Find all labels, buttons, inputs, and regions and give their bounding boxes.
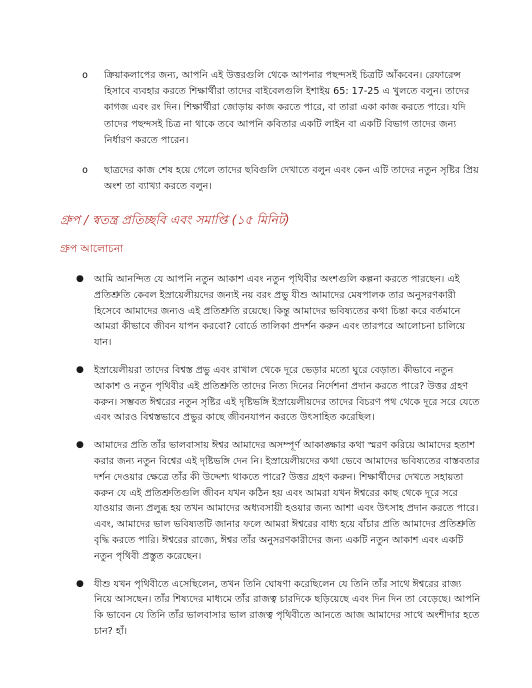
- group-discussion-heading: গ্রুপ আলোচনা: [60, 243, 124, 255]
- section-heading: গ্রুপ / স্বতন্ত্র প্রতিচ্ছবি এবং সমাপ্তি (১৫ মিনিট): [60, 212, 290, 227]
- activity-step-text: ক্রিয়াকলাপের জন্য, আপনি এই উত্তরগুলি থেকে আপনার পছন্দসই চিত্রটি আঁকবেন। রেফারেন্স হিসাবে ব্যবহার করতে শিক্ষার্থীরা তাদের বাইবেলগুলি ইশাইয় 65: 17-25 এ খুলতে বলুন। তাদের কাগজ এবং রং দিন। শিক্ষার্থীরা জোড়ায় কাজ করতে পারে, বা তারা একা কাজ করতে পারে। যদি তাদের পছন্দসই চিত্র না থাকে তবে আপনি কবিতার একটি লাইন বা একটি বিভাগ তাদের জন্য নির্ধারণ করতে পারেন।: [104, 70, 470, 146]
- hollow-bullet-marker: o: [82, 165, 89, 177]
- discussion-point: [76, 577, 482, 640]
- discussion-point: [76, 363, 482, 426]
- bullet-icon: ●: [76, 440, 84, 451]
- discussion-point-text: আমি আনন্দিত যে আপনি নতুন আকাশ এবং নতুন পৃথিবীর অংশগুলি কল্পনা করতে পারছেন। এই প্রতিশ্রুতি কেবল ইস্রায়েলীয়দের জন্যই নয় বরং প্রভু যীশু আমাদের মেষপালক তার অনুসরণকারী হিসেবে আমাদের জন্যও এই প্রতিশ্রুতি রয়েছে। কিন্তু আমাদের ভবিষ্যতের কথা চিন্তা করে বর্তমানে আমরা কীভাবে জীবন যাপন করবো? বোর্ডে তালিকা প্রদর্শন করুন এবং তারপরে আলোচনা চালিয়ে যান।: [94, 274, 466, 349]
- discussion-point-text: আমাদের প্রতি তাঁর ভালবাসায় ঈশ্বর আমাদের অসম্পূর্ণ আকাঙ্ক্ষার কথা স্মরণ করিয়ে আমাদের হতাশ করার জন্য নতুন বিশ্বের এই দৃষ্টিভঙ্গি দেন নি। ইস্রায়েলীয়দের কথা ভেবে আমাদের ভবিষ্যতের বাস্তবতার দর্শন দেওয়ার ক্ষেত্রে তাঁর কী উদ্দেশ্য থাকতে পারে? উত্তর গ্রহণ করুন। শিক্ষার্থীদের দেখতে সহায়তা করুন যে এই প্রতিশ্রুতিগুলি জীবন যখন কঠিন হয় এবং আমরা যখন ঈশ্বরের কাছ থেকে দূরে সরে যাওয়ার জন্য প্রলুব্ধ হয় তখন আমাদের অধ্যবসায়ী হওয়ার জন্য আশা এবং উৎসাহ প্রদান করতে পারে। এবং, আমাদের ভাল ভবিষ্যতটি জানার ফলে আমরা ঈশ্বরের বাধ্য হয়ে বাঁচার প্রতি আমাদের প্রতিশ্রুতি বৃদ্ধি করতে পারি। ঈশ্বরের রাজ্যে, ঈশ্বর তাঁর অনুসরণকারীদের জন্য একটি নতুন আকাশ এবং একটি নতুন পৃথিবী প্রস্তুত করেছেন।: [94, 440, 480, 562]
- discussion-point-text: ইস্রায়েলীয়রা তাদের বিশ্বস্ত প্রভু এবং রাখাল থেকে দূরে ভেড়ার মতো ঘুরে বেড়াত। কীভাবে নতুন আকাশ ও নতুন পৃথিবীর এই প্রতিশ্রুতি তাদের নিত্য দিনের নির্দেশনা প্রদান করতে পারে? উত্তর গ্রহণ করুন। সম্ভবত ঈশ্বরের নতুন সৃষ্টির এই দৃষ্টিভঙ্গি ইস্রায়েলীয়দের তাদের বিচরণ পথ থেকে দূরে সরে যেতে এবং আরও বিশ্বস্তভাবে প্রভুর কাছে জীবনযাপন করতে উৎসাহিত করেছিল।: [94, 364, 480, 424]
- activity-step: [82, 68, 484, 149]
- activity-step: [82, 163, 484, 195]
- activity-steps-list: [82, 68, 484, 195]
- discussion-points-list: [76, 272, 482, 640]
- discussion-point-text: যীশু যখন পৃথিবীতে এসেছিলেন, তখন তিনি ঘোষণা করেছিলেন যে তিনি তাঁর সাথে ঈশ্বরের রাজ্য নিয়ে আসছেন। তাঁর শিষ্যদের মাধ্যমে তাঁর রাজত্ব চারদিকে ছড়িয়েছে এবং দিন দিন তা বেড়েছে। আপনি কি ভাবেন যে তিনি তাঁর ভালবাসার ভাল রাজত্ব পৃথিবীতে আনতে আজ আমাদের সাথে অংশীদার হতে চান? হাঁ।: [94, 578, 481, 637]
- discussion-point: [76, 438, 482, 564]
- discussion-point: [76, 272, 482, 351]
- bullet-icon: ●: [76, 274, 84, 284]
- activity-step-text: ছাত্রদের কাজ শেষ হয়ে গেলে তাদের ছবিগুলি দেখাতে বলুন এবং কেন এটি তাদের নতুন সৃষ্টির প্রিয় অংশ তা ব্যাখ্যা করতে বলুন।: [104, 165, 479, 193]
- bullet-icon: ●: [76, 578, 84, 589]
- hollow-bullet-marker: o: [82, 70, 89, 81]
- bullet-icon: ●: [76, 364, 84, 375]
